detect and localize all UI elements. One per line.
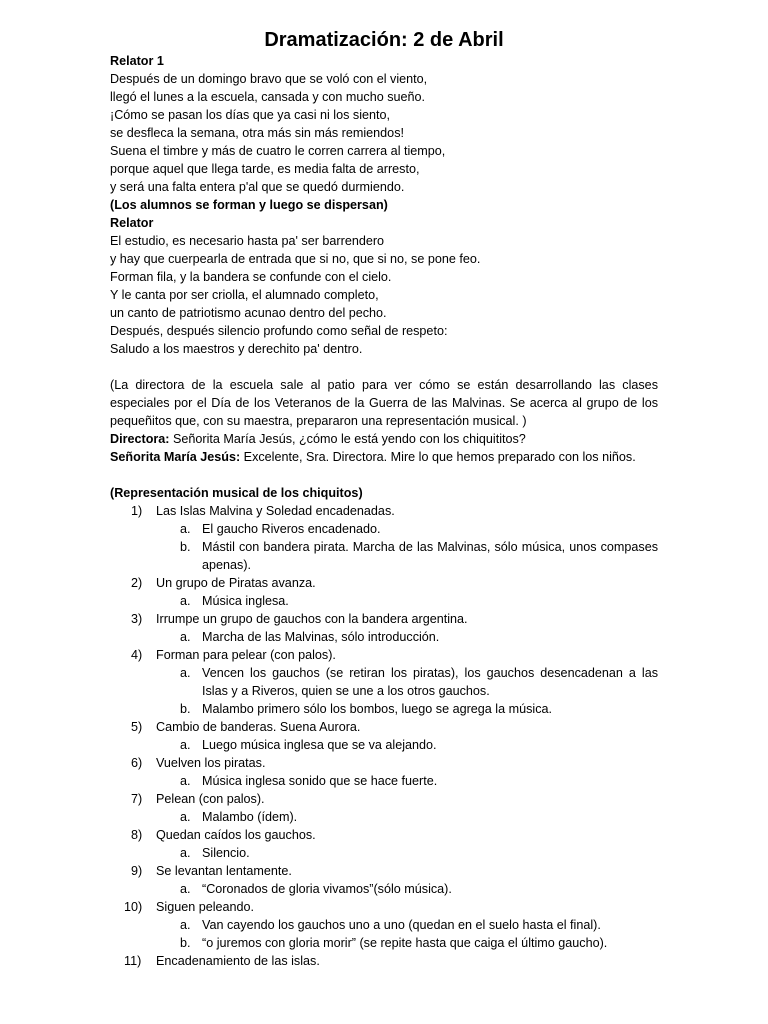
subitem-letter: b. bbox=[180, 702, 191, 716]
item-number: 7) bbox=[131, 792, 143, 806]
subitem-text: El gaucho Riveros encadenado. bbox=[202, 522, 381, 536]
program-item bbox=[110, 790, 658, 808]
subitem-letter: a. bbox=[180, 738, 191, 752]
program-subitem bbox=[110, 880, 658, 898]
subitem-letter: a. bbox=[180, 918, 191, 932]
subitem-text: “Coronados de gloria vivamos”(sólo música). bbox=[202, 882, 452, 896]
item-text: Las Islas Malvina y Soledad encadenadas. bbox=[156, 504, 395, 518]
program-subitem bbox=[110, 808, 658, 826]
subitem-letter: a. bbox=[180, 810, 191, 824]
item-number: 10) bbox=[124, 900, 143, 914]
subitem-text: Música inglesa sonido que se hace fuerte. bbox=[202, 774, 438, 788]
program-item bbox=[110, 952, 658, 970]
program-item bbox=[110, 574, 658, 592]
item-text: Vuelven los piratas. bbox=[156, 756, 266, 770]
document-body bbox=[110, 52, 658, 970]
subitem-text: Silencio. bbox=[202, 846, 250, 860]
item-number: 5) bbox=[131, 720, 143, 734]
item-number: 3) bbox=[131, 612, 143, 626]
verse-line: un canto de patriotismo acunao dentro del pecho. bbox=[110, 306, 387, 320]
subitem-letter: a. bbox=[180, 522, 191, 536]
verse-line: Y le canta por ser criolla, el alumnado completo, bbox=[110, 288, 379, 302]
subitem-letter: a. bbox=[180, 630, 191, 644]
relator2-heading: Relator bbox=[110, 216, 154, 230]
item-text: Pelean (con palos). bbox=[156, 792, 265, 806]
relator1-heading: Relator 1 bbox=[110, 54, 164, 68]
spacer bbox=[110, 466, 658, 484]
subitem-text: Mástil con bandera pirata. Marcha de las Malvinas, sólo música, unos compases apenas). bbox=[202, 540, 658, 572]
subitem-text: Malambo primero sólo los bombos, luego se agrega la música. bbox=[202, 702, 552, 716]
item-text: Se levantan lentamente. bbox=[156, 864, 292, 878]
verse-line: porque aquel que llega tarde, es media falta de arresto, bbox=[110, 162, 420, 176]
program-subitem bbox=[110, 700, 658, 718]
verse-line: y hay que cuerpearla de entrada que si no, que si no, se pone feo. bbox=[110, 252, 481, 266]
subitem-letter: a. bbox=[180, 666, 191, 680]
item-number: 11) bbox=[124, 954, 142, 968]
program-list bbox=[110, 502, 658, 970]
item-number: 6) bbox=[131, 756, 143, 770]
subitem-text: Vencen los gauchos (se retiran los piratas), los gauchos desencadenan a las Islas y a Riveros, quien se une a los otros gauchos. bbox=[202, 666, 658, 698]
verse-line: Forman fila, y la bandera se confunde con el cielo. bbox=[110, 270, 392, 284]
subitem-letter: a. bbox=[180, 774, 191, 788]
verse-line: ¡Cómo se pasan los días que ya casi ni los siento, bbox=[110, 108, 391, 122]
program-item bbox=[110, 718, 658, 736]
program-subitem bbox=[110, 844, 658, 862]
subitem-letter: a. bbox=[180, 594, 191, 608]
item-text: Siguen peleando. bbox=[156, 900, 255, 914]
verse-line: Después, después silencio profundo como señal de respeto: bbox=[110, 324, 448, 338]
subitem-text: Van cayendo los gauchos uno a uno (quedan en el suelo hasta el final). bbox=[202, 918, 601, 932]
verse-line: Después de un domingo bravo que se voló con el viento, bbox=[110, 72, 428, 86]
program-subitem bbox=[110, 592, 658, 610]
item-number: 9) bbox=[131, 864, 143, 878]
subitem-letter: a. bbox=[180, 882, 191, 896]
item-text: Irrumpe un grupo de gauchos con la bandera argentina. bbox=[156, 612, 468, 626]
verse-line: Saludo a los maestros y derechito pa' dentro. bbox=[110, 342, 363, 356]
item-text: Un grupo de Piratas avanza. bbox=[156, 576, 316, 590]
program-item bbox=[110, 826, 658, 844]
verse-line: y será una falta entera p'al que se quedó durmiendo. bbox=[110, 180, 405, 194]
document-title: Dramatización: 2 de Abril bbox=[264, 29, 504, 51]
item-text: Encadenamiento de las islas. bbox=[156, 954, 320, 968]
subitem-letter: b. bbox=[180, 540, 191, 554]
subitem-letter: a. bbox=[180, 846, 191, 860]
narration-paragraph: (La directora de la escuela sale al patio para ver cómo se están desarrollando las clases especiales por el Día de los Veteranos de la Guerra de las Malvinas. Se acerca al grupo de los pequeñitos que, con su maestra, prepararon una representación musical. ) bbox=[110, 378, 658, 428]
verse-line: llegó el lunes a la escuela, cansada y con mucho sueño. bbox=[110, 90, 426, 104]
speaker-name: Directora: bbox=[110, 432, 170, 446]
stage-direction: (Los alumnos se forman y luego se dispersan) bbox=[110, 198, 388, 212]
subitem-text: Marcha de las Malvinas, sólo introducción. bbox=[202, 630, 440, 644]
subitem-text: Malambo (ídem). bbox=[202, 810, 298, 824]
program-item bbox=[110, 502, 658, 520]
program-subitem bbox=[110, 664, 658, 700]
program-item bbox=[110, 754, 658, 772]
item-text: Cambio de banderas. Suena Aurora. bbox=[156, 720, 361, 734]
subitem-text: Luego música inglesa que se va alejando. bbox=[202, 738, 437, 752]
item-number: 8) bbox=[131, 828, 143, 842]
subitem-text: “o juremos con gloria morir” (se repite hasta que caiga el último gaucho). bbox=[202, 936, 608, 950]
program-subitem bbox=[110, 628, 658, 646]
program-heading: (Representación musical de los chiquitos) bbox=[110, 486, 363, 500]
verse-line: El estudio, es necesario hasta pa' ser barrendero bbox=[110, 234, 385, 248]
verse-line: Suena el timbre y más de cuatro le corren carrera al tiempo, bbox=[110, 144, 446, 158]
program-item bbox=[110, 862, 658, 880]
subitem-letter: b. bbox=[180, 936, 191, 950]
dialogue-line bbox=[110, 430, 658, 448]
program-subitem bbox=[110, 916, 658, 934]
item-text: Quedan caídos los gauchos. bbox=[156, 828, 316, 842]
program-subitem bbox=[110, 772, 658, 790]
program-subitem bbox=[110, 520, 658, 538]
item-number: 4) bbox=[131, 648, 143, 662]
dialogue-text: Señorita María Jesús, ¿cómo le está yendo con los chiquititos? bbox=[169, 432, 526, 446]
item-text: Forman para pelear (con palos). bbox=[156, 648, 336, 662]
speaker-name: Señorita María Jesús: bbox=[110, 450, 241, 464]
spacer bbox=[110, 358, 658, 376]
program-item bbox=[110, 646, 658, 664]
verse-line: se desfleca la semana, otra más sin más remiendos! bbox=[110, 126, 404, 140]
program-item bbox=[110, 610, 658, 628]
program-subitem bbox=[110, 538, 658, 574]
subitem-text: Música inglesa. bbox=[202, 594, 289, 608]
program-subitem bbox=[110, 736, 658, 754]
program-subitem bbox=[110, 934, 658, 952]
dialogue-text: Excelente, Sra. Directora. Mire lo que hemos preparado con los niños. bbox=[240, 450, 636, 464]
item-number: 1) bbox=[131, 504, 143, 518]
item-number: 2) bbox=[131, 576, 143, 590]
dialogue-line bbox=[110, 448, 658, 466]
program-item bbox=[110, 898, 658, 916]
